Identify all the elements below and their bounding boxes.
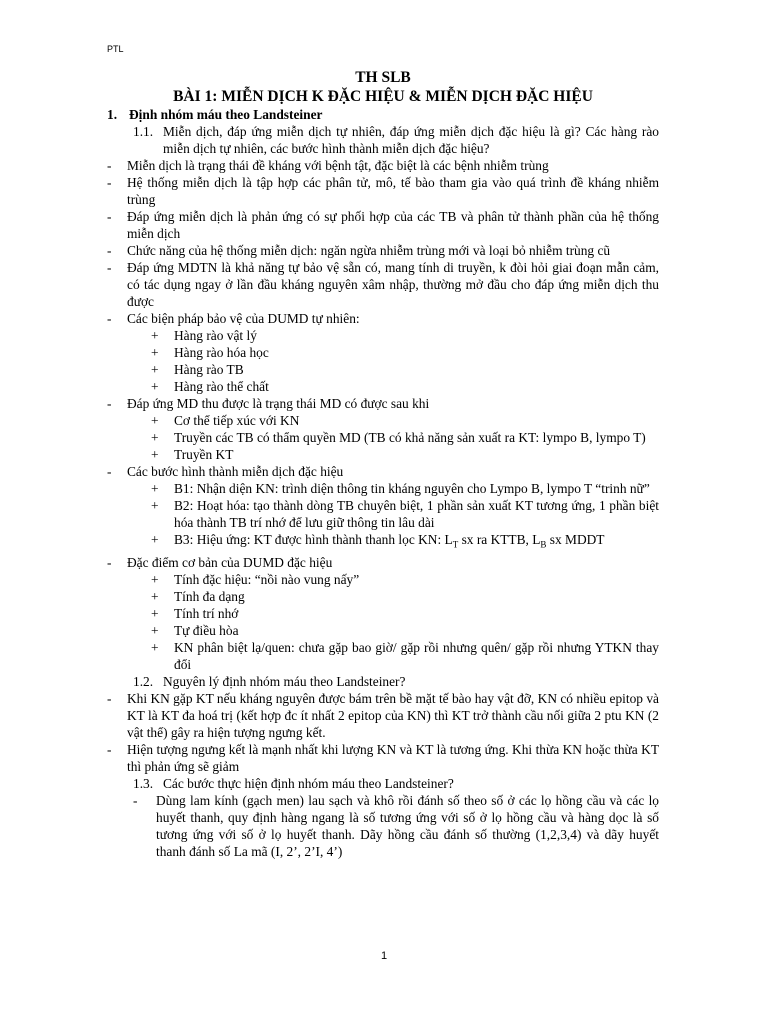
sub-bullet-item: + Truyền các TB có thẩm quyền MD (TB có khả năng sản xuất ra KT: lympo B, lympo T) xyxy=(151,429,659,446)
doc-title-line-2: BÀI 1: MIỄN DỊCH K ĐẶC HIỆU & MIỄN DỊCH ĐẶC HIỆU xyxy=(173,88,593,105)
bullet-item: - Hiện tượng ngưng kết là mạnh nhất khi lượng KN và KT là tương ứng. Khi thừa KN hoặc thừa KT thì phản ứng sẽ giảm xyxy=(107,741,659,774)
sub-bullet-text: Hàng rào hóa học xyxy=(174,345,269,360)
sub-bullet-text: Hàng rào TB xyxy=(174,362,244,377)
subsection-number: 1.2. xyxy=(133,673,154,689)
subsection-number: 1.1. xyxy=(133,124,154,139)
bullet-item: - Đáp ứng MDTN là khả năng tự bảo vệ sẵn có, mang tính di truyền, k đòi hỏi giai đoạn mẫn cảm, có tác dụng ngay ở lần đầu kháng nguyên xâm nhập, thường mở đầu cho đáp ứng miễn dịch thu được xyxy=(107,260,659,309)
sub-bullet-item: + Cơ thể tiếp xúc với KN xyxy=(151,412,659,429)
bullet-item: - Chức năng của hệ thống miễn dịch: ngăn ngừa nhiễm trùng mới và loại bỏ nhiễm trùng cũ xyxy=(107,242,659,259)
sub-bullet-text: Tính đa dạng xyxy=(174,588,245,604)
section-heading xyxy=(107,106,659,123)
bullet-text: Dùng lam kính (gạch men) lau sạch và khô rồi đánh số theo số ở các lọ hồng cầu và các lọ huyết thanh, quy định hàng ngang là số tương ứng với số ở lọ hồng cầu và hàng dọc là số tương ứng với số ở lọ huyết thanh. Dãy hồng cầu đánh số thường (1,2,3,4) và dãy huyết thanh đánh số La mã (I, 2’, 2’I, 4’) xyxy=(156,792,659,859)
sub-bullet-item: + Tính đa dạng xyxy=(151,588,659,605)
sub-bullet-text: B3: Hiệu ứng: KT được hình thành thanh lọc KN: $L_T$ sx ra KTTB, $L_B$ sx MDDT xyxy=(174,532,605,550)
bullet-text: Các biện pháp bảo vệ của DUMD tự nhiên: xyxy=(127,311,360,326)
bullet-item: - Dùng lam kính (gạch men) lau sạch và khô rồi đánh số theo số ở các lọ hồng cầu và các lọ huyết thanh, quy định hàng ngang là số tương ứng với số ở lọ hồng cầu và hàng dọc là số tương ứng với số ở lọ huyết thanh. Dãy hồng cầu đánh số thường (1,2,3,4) và dãy huyết thanh đánh số La mã (I, 2’, 2’I, 4’) xyxy=(133,792,659,859)
sub-bullet-text: Tính trí nhớ xyxy=(174,605,239,621)
sub-bullet-text: Tính đặc hiệu: “nồi nào vung nấy” xyxy=(174,571,360,587)
bullet-text: Chức năng của hệ thống miễn dịch: ngăn ngừa nhiễm trùng mới và loại bỏ nhiễm trùng cũ xyxy=(127,243,611,258)
bullet-text: Các bước hình thành miễn dịch đặc hiệu xyxy=(127,464,344,479)
bullet-text: Đáp ứng MD thu được là trạng thái MD có được sau khi xyxy=(127,396,430,411)
subsection-number: 1.3. xyxy=(133,775,154,791)
sub-bullet-item: + Tính trí nhớ xyxy=(151,605,659,622)
bullet-item: - Khi KN gặp KT nếu kháng nguyên được bám trên bề mặt tế bào hay vật đỡ, KN có nhiều epitop và KT là KT đa hoá trị (kết hợp đc ít nhất 2 epitop của KN) thì KT trở thành cầu nối giữa 2 ptu KN (2 vật thể) gây ra hiện tượng ngưng kết. xyxy=(107,690,659,740)
sub-bullet-item: + KN phân biệt lạ/quen: chưa gặp bao giờ/ gặp rồi nhưng quên/ gặp rồi nhưng YTKN thay đổi xyxy=(151,639,659,672)
sub-bullet-item: + Hàng rào vật lý xyxy=(151,327,659,344)
bullet-text: Đặc điểm cơ bản của DUMD đặc hiệu xyxy=(127,554,333,570)
document-page xyxy=(107,68,659,860)
sub-bullet-item: + Tự điều hòa xyxy=(151,622,659,639)
sub-bullet-text: Truyền KT xyxy=(174,447,234,462)
sub-bullet-item: + Hàng rào hóa học xyxy=(151,344,659,361)
sub-bullet-item: + Hàng rào thể chất xyxy=(151,378,659,395)
sub-bullet-text: Tự điều hòa xyxy=(174,622,239,638)
subsection-text: Miễn dịch, đáp ứng miễn dịch tự nhiên, đáp ứng miễn dịch đặc hiệu là gì? Các hàng rào miễn dịch tự nhiên, các bước hình thành miễn dịch đặc hiệu? xyxy=(163,124,659,156)
sub-bullet-text: KN phân biệt lạ/quen: chưa gặp bao giờ/ gặp rồi nhưng quên/ gặp rồi nhưng YTKN thay đổi xyxy=(174,639,659,672)
sub-bullet-item: + B3: Hiệu ứng: KT được hình thành thanh lọc KN: $L_T$ sx ra KTTB, $L_B$ sx MDDT xyxy=(151,531,659,554)
bullet-text: Khi KN gặp KT nếu kháng nguyên được bám trên bề mặt tế bào hay vật đỡ, KN có nhiều epitop và KT là KT đa hoá trị (kết hợp đc ít nhất 2 epitop của KN) thì KT trở thành cầu nối giữa 2 ptu KN (2 vật thể) gây ra hiện tượng ngưng kết. xyxy=(127,690,659,740)
sub-bullet-item: + B1: Nhận diện KN: trình diện thông tin kháng nguyên cho Lympo B, lympo T “trinh nữ” xyxy=(151,480,659,497)
doc-title-line-1: TH SLB xyxy=(355,69,411,86)
sub-bullet-text: Truyền các TB có thẩm quyền MD (TB có khả năng sản xuất ra KT: lympo B, lympo T) xyxy=(174,430,646,445)
subsection-1-2 xyxy=(133,673,659,690)
section-heading-text: Định nhóm máu theo Landsteiner xyxy=(129,107,323,122)
bullet-item: - Đáp ứng MD thu được là trạng thái MD có được sau khi xyxy=(107,395,659,412)
sub-bullet-text: B2: Hoạt hóa: tạo thành dòng TB chuyên biệt, 1 phần sản xuất KT tương ứng, 1 phần biệt hóa thành TB trí nhớ để lưu giữ thông tin lâu dài xyxy=(174,498,659,530)
sub-bullet-text: Hàng rào thể chất xyxy=(174,379,269,394)
bullet-text: Đáp ứng miễn dịch là phản ứng có sự phối hợp của các TB và phân tử thành phần của hệ thống miễn dịch xyxy=(127,209,659,241)
sub-bullet-item: + B2: Hoạt hóa: tạo thành dòng TB chuyên biệt, 1 phần sản xuất KT tương ứng, 1 phần biệt hóa thành TB trí nhớ để lưu giữ thông tin lâu dài xyxy=(151,498,659,530)
page-number: 1 xyxy=(380,950,388,962)
bullet-item: - Miễn dịch là trạng thái đề kháng với bệnh tật, đặc biệt là các bệnh nhiễm trùng xyxy=(107,157,659,174)
sub-bullet-item: + Tính đặc hiệu: “nồi nào vung nấy” xyxy=(151,571,659,588)
bullet-text: Đáp ứng MDTN là khả năng tự bảo vệ sẵn có, mang tính di truyền, k đòi hỏi giai đoạn mẫn cảm, có tác dụng ngay ở lần đầu kháng nguyên xâm nhập, thường mở đầu cho đáp ứng miễn dịch thu được xyxy=(127,260,659,309)
subsection-text: Các bước thực hiện định nhóm máu theo Landsteiner? xyxy=(163,775,454,791)
bullet-item: - Hệ thống miễn dịch là tập hợp các phân tử, mô, tế bào tham gia vào quá trình đề kháng nhiễm trùng xyxy=(107,175,659,207)
bullet-text: Hiện tượng ngưng kết là mạnh nhất khi lượng KN và KT là tương ứng. Khi thừa KN hoặc thừa KT thì phản ứng sẽ giảm xyxy=(127,741,659,774)
bullet-text: Hệ thống miễn dịch là tập hợp các phân tử, mô, tế bào tham gia vào quá trình đề kháng nhiễm trùng xyxy=(127,175,659,207)
subsection-1-3 xyxy=(133,775,659,792)
sub-bullet-text: Hàng rào vật lý xyxy=(174,328,257,343)
bullet-item: - Các biện pháp bảo vệ của DUMD tự nhiên: xyxy=(107,310,659,327)
section-number: 1. xyxy=(107,107,118,122)
sub-bullet-text: B1: Nhận diện KN: trình diện thông tin kháng nguyên cho Lympo B, lympo T “trinh nữ” xyxy=(174,481,650,496)
header-mark: PTL xyxy=(107,44,124,54)
bullet-text: Miễn dịch là trạng thái đề kháng với bệnh tật, đặc biệt là các bệnh nhiễm trùng xyxy=(127,158,549,173)
sub-bullet-item: + Hàng rào TB xyxy=(151,361,659,378)
sub-bullet-text: Cơ thể tiếp xúc với KN xyxy=(174,413,300,428)
sub-bullet-item: + Truyền KT xyxy=(151,446,659,463)
bullet-item: - Đáp ứng miễn dịch là phản ứng có sự phối hợp của các TB và phân tử thành phần của hệ thống miễn dịch xyxy=(107,209,659,241)
bullet-item: - Các bước hình thành miễn dịch đặc hiệu xyxy=(107,463,659,480)
subsection-1-1 xyxy=(133,123,659,157)
subsection-text: Nguyên lý định nhóm máu theo Landsteiner? xyxy=(163,673,406,689)
bullet-item: - Đặc điểm cơ bản của DUMD đặc hiệu xyxy=(107,554,659,571)
